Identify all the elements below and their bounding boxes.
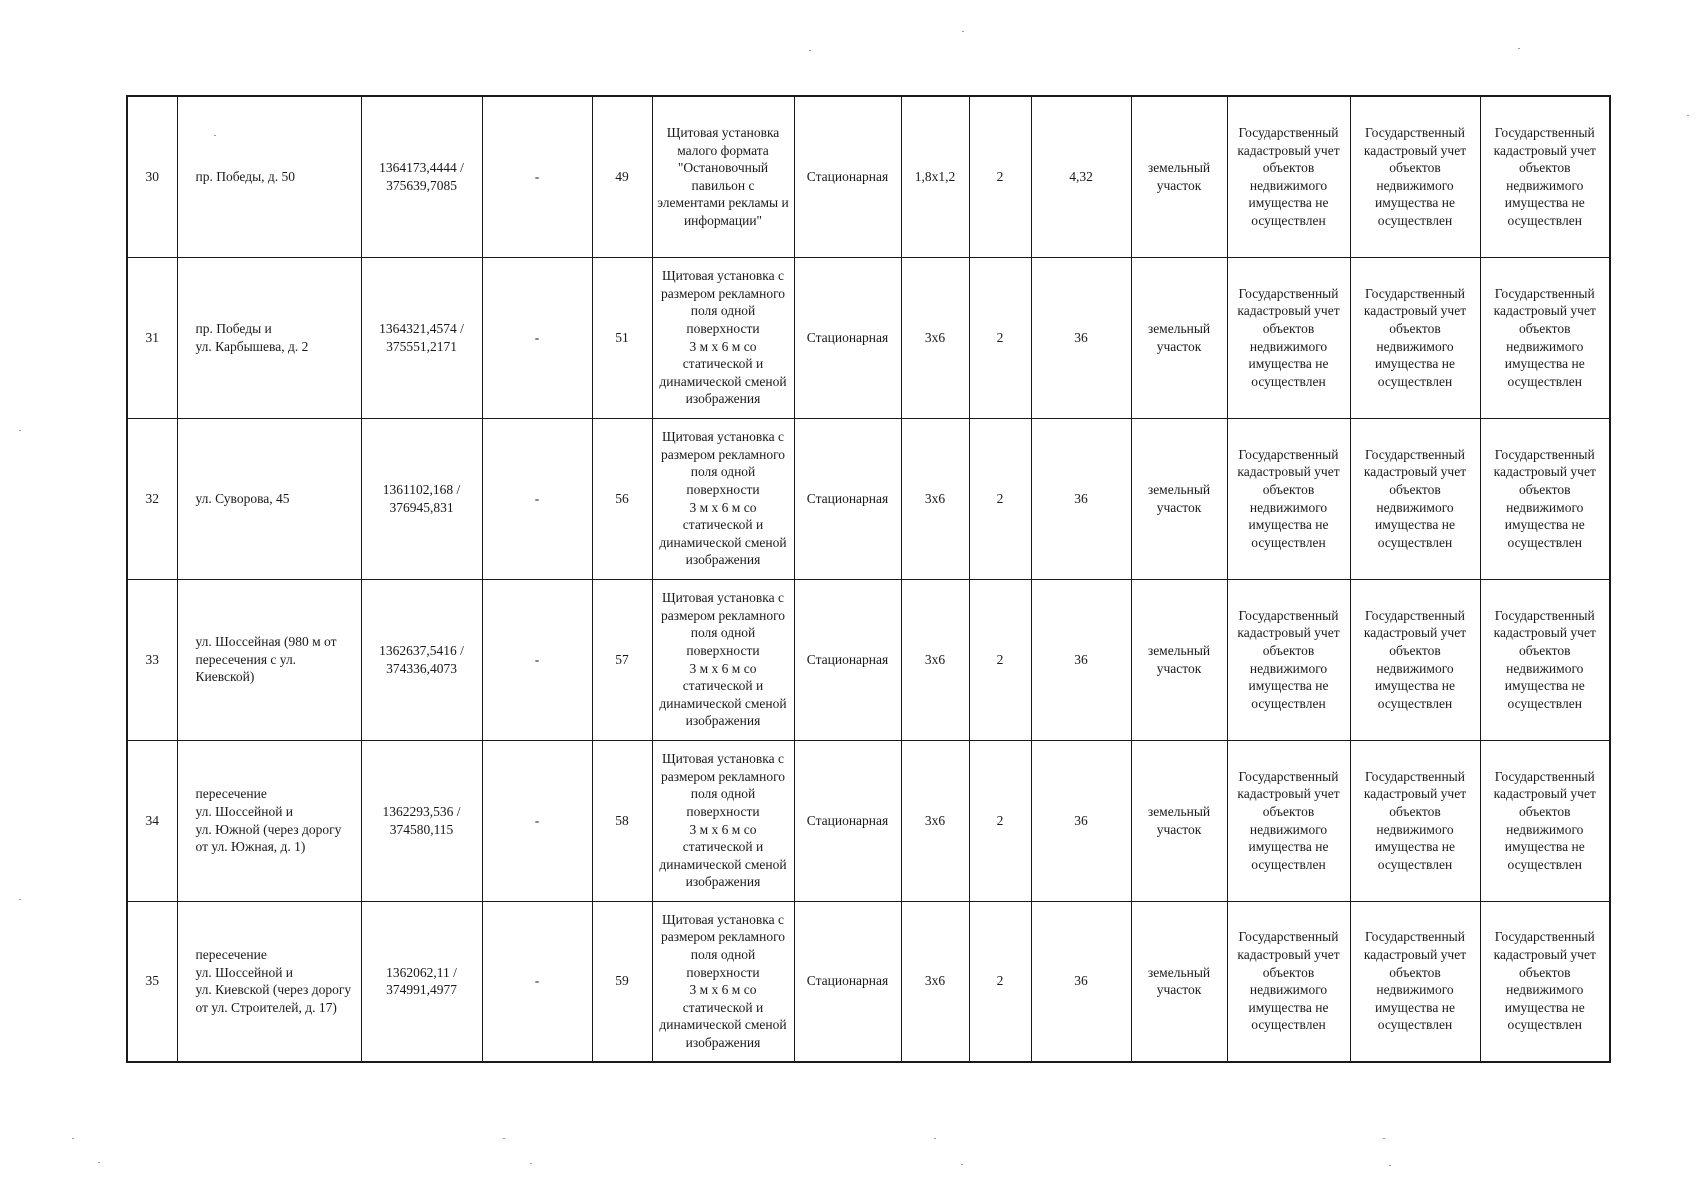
row-number-cell: 30: [127, 96, 177, 257]
row-number-cell: 31: [127, 257, 177, 418]
area-cell: 36: [1031, 418, 1131, 579]
row-number-cell: 34: [127, 740, 177, 901]
coordinates-cell: 1362637,5416 / 374336,4073: [361, 579, 482, 740]
coordinates-cell: 1362062,11 / 374991,4977: [361, 901, 482, 1062]
land-category-cell: земельный участок: [1131, 740, 1227, 901]
coordinates-cell: 1361102,168 / 376945,831: [361, 418, 482, 579]
scan-speck: [809, 50, 811, 51]
structure-number-cell: 57: [592, 579, 652, 740]
coordinates-cell: 1362293,536 / 374580,115: [361, 740, 482, 901]
area-cell: 36: [1031, 740, 1131, 901]
structure-type-cell: Щитовая установка с размером рекламного поля одной поверхности 3 м х 6 м со статической и динамической сменой изображения: [652, 901, 794, 1062]
structure-type-cell: Щитовая установка с размером рекламного поля одной поверхности 3 м х 6 м со статической и динамической сменой изображения: [652, 257, 794, 418]
table-row: [127, 257, 1610, 418]
area-cell: 36: [1031, 257, 1131, 418]
scan-speck: [1389, 1165, 1391, 1166]
table-row: [127, 901, 1610, 1062]
area-cell: 36: [1031, 901, 1131, 1062]
table-row: [127, 579, 1610, 740]
scan-speck: [19, 899, 21, 900]
cadastral-status-cell-1: Государственный кадастровый учет объектов недвижимого имущества не осуществлен: [1227, 257, 1350, 418]
sides-count-cell: 2: [969, 418, 1031, 579]
structure-type-cell: Щитовая установка с размером рекламного поля одной поверхности 3 м х 6 м со статической и динамической сменой изображения: [652, 740, 794, 901]
cadastral-status-cell-3: Государственный кадастровый учет объектов недвижимого имущества не осуществлен: [1480, 257, 1610, 418]
cadastral-status-cell-1: Государственный кадастровый учет объектов недвижимого имущества не осуществлен: [1227, 418, 1350, 579]
cadastral-status-cell-2: Государственный кадастровый учет объектов недвижимого имущества не осуществлен: [1350, 579, 1480, 740]
empty-value-cell: -: [482, 418, 592, 579]
address-cell: пересечение ул. Шоссейной и ул. Южной (через дорогу от ул. Южная, д. 1): [177, 740, 361, 901]
scan-speck: [1518, 48, 1520, 49]
cadastral-status-cell-2: Государственный кадастровый учет объектов недвижимого имущества не осуществлен: [1350, 418, 1480, 579]
cadastral-status-cell-2: Государственный кадастровый учет объектов недвижимого имущества не осуществлен: [1350, 901, 1480, 1062]
address-cell: пр. Победы и ул. Карбышева, д. 2: [177, 257, 361, 418]
table-body: [127, 96, 1610, 1062]
scan-speck: [1687, 115, 1689, 116]
structure-type-cell: Щитовая установка с размером рекламного поля одной поверхности 3 м х 6 м со статической и динамической сменой изображения: [652, 418, 794, 579]
scan-speck: [934, 1138, 936, 1139]
scan-speck: [962, 31, 964, 32]
field-size-cell: 3x6: [901, 901, 969, 1062]
advertising-structures-table: [126, 95, 1611, 1063]
row-number-cell: 33: [127, 579, 177, 740]
land-category-cell: земельный участок: [1131, 96, 1227, 257]
land-category-cell: земельный участок: [1131, 418, 1227, 579]
cadastral-status-cell-3: Государственный кадастровый учет объектов недвижимого имущества не осуществлен: [1480, 418, 1610, 579]
cadastral-status-cell-1: Государственный кадастровый учет объектов недвижимого имущества не осуществлен: [1227, 901, 1350, 1062]
structure-number-cell: 59: [592, 901, 652, 1062]
scan-speck: [503, 1138, 505, 1139]
cadastral-status-cell-2: Государственный кадастровый учет объектов недвижимого имущества не осуществлен: [1350, 257, 1480, 418]
cadastral-status-cell-1: Государственный кадастровый учет объектов недвижимого имущества не осуществлен: [1227, 96, 1350, 257]
cadastral-status-cell-3: Государственный кадастровый учет объектов недвижимого имущества не осуществлен: [1480, 96, 1610, 257]
scan-speck: [961, 1164, 963, 1165]
address-cell: пересечение ул. Шоссейной и ул. Киевской (через дорогу от ул. Строителей, д. 17): [177, 901, 361, 1062]
structure-number-cell: 51: [592, 257, 652, 418]
structure-kind-cell: Стационарная: [794, 418, 901, 579]
empty-value-cell: -: [482, 740, 592, 901]
empty-value-cell: -: [482, 579, 592, 740]
structure-number-cell: 56: [592, 418, 652, 579]
sides-count-cell: 2: [969, 257, 1031, 418]
area-cell: 36: [1031, 579, 1131, 740]
structure-kind-cell: Стационарная: [794, 901, 901, 1062]
cadastral-status-cell-3: Государственный кадастровый учет объектов недвижимого имущества не осуществлен: [1480, 901, 1610, 1062]
structure-number-cell: 58: [592, 740, 652, 901]
land-category-cell: земельный участок: [1131, 901, 1227, 1062]
address-cell: ул. Шоссейная (980 м от пересечения с ул. Киевской): [177, 579, 361, 740]
row-number-cell: 35: [127, 901, 177, 1062]
address-cell: пр. Победы, д. 50: [177, 96, 361, 257]
scan-speck: [1383, 1138, 1385, 1139]
cadastral-status-cell-2: Государственный кадастровый учет объектов недвижимого имущества не осуществлен: [1350, 96, 1480, 257]
structure-type-cell: Щитовая установка с размером рекламного поля одной поверхности 3 м х 6 м со статической и динамической сменой изображения: [652, 579, 794, 740]
scan-speck: [72, 1138, 74, 1139]
structure-type-cell: Щитовая установка малого формата "Остановочный павильон с элементами рекламы и информации": [652, 96, 794, 257]
table-row: [127, 418, 1610, 579]
field-size-cell: 3x6: [901, 579, 969, 740]
table-row: [127, 96, 1610, 257]
structure-kind-cell: Стационарная: [794, 579, 901, 740]
address-cell: ул. Суворова, 45: [177, 418, 361, 579]
table-row: [127, 740, 1610, 901]
structure-number-cell: 49: [592, 96, 652, 257]
land-category-cell: земельный участок: [1131, 257, 1227, 418]
cadastral-status-cell-1: Государственный кадастровый учет объектов недвижимого имущества не осуществлен: [1227, 740, 1350, 901]
empty-value-cell: -: [482, 257, 592, 418]
cadastral-status-cell-1: Государственный кадастровый учет объектов недвижимого имущества не осуществлен: [1227, 579, 1350, 740]
coordinates-cell: 1364173,4444 / 375639,7085: [361, 96, 482, 257]
scan-speck: [98, 1162, 100, 1163]
sides-count-cell: 2: [969, 901, 1031, 1062]
field-size-cell: 3x6: [901, 740, 969, 901]
scan-speck: [19, 430, 21, 431]
cadastral-status-cell-2: Государственный кадастровый учет объектов недвижимого имущества не осуществлен: [1350, 740, 1480, 901]
empty-value-cell: -: [482, 901, 592, 1062]
field-size-cell: 3x6: [901, 418, 969, 579]
sides-count-cell: 2: [969, 740, 1031, 901]
empty-value-cell: -: [482, 96, 592, 257]
structure-kind-cell: Стационарная: [794, 257, 901, 418]
row-number-cell: 32: [127, 418, 177, 579]
coordinates-cell: 1364321,4574 / 375551,2171: [361, 257, 482, 418]
area-cell: 4,32: [1031, 96, 1131, 257]
field-size-cell: 3x6: [901, 257, 969, 418]
structure-kind-cell: Стационарная: [794, 740, 901, 901]
structure-kind-cell: Стационарная: [794, 96, 901, 257]
sides-count-cell: 2: [969, 96, 1031, 257]
cadastral-status-cell-3: Государственный кадастровый учет объектов недвижимого имущества не осуществлен: [1480, 740, 1610, 901]
scan-speck: [530, 1163, 532, 1164]
field-size-cell: 1,8x1,2: [901, 96, 969, 257]
cadastral-status-cell-3: Государственный кадастровый учет объектов недвижимого имущества не осуществлен: [1480, 579, 1610, 740]
land-category-cell: земельный участок: [1131, 579, 1227, 740]
sides-count-cell: 2: [969, 579, 1031, 740]
